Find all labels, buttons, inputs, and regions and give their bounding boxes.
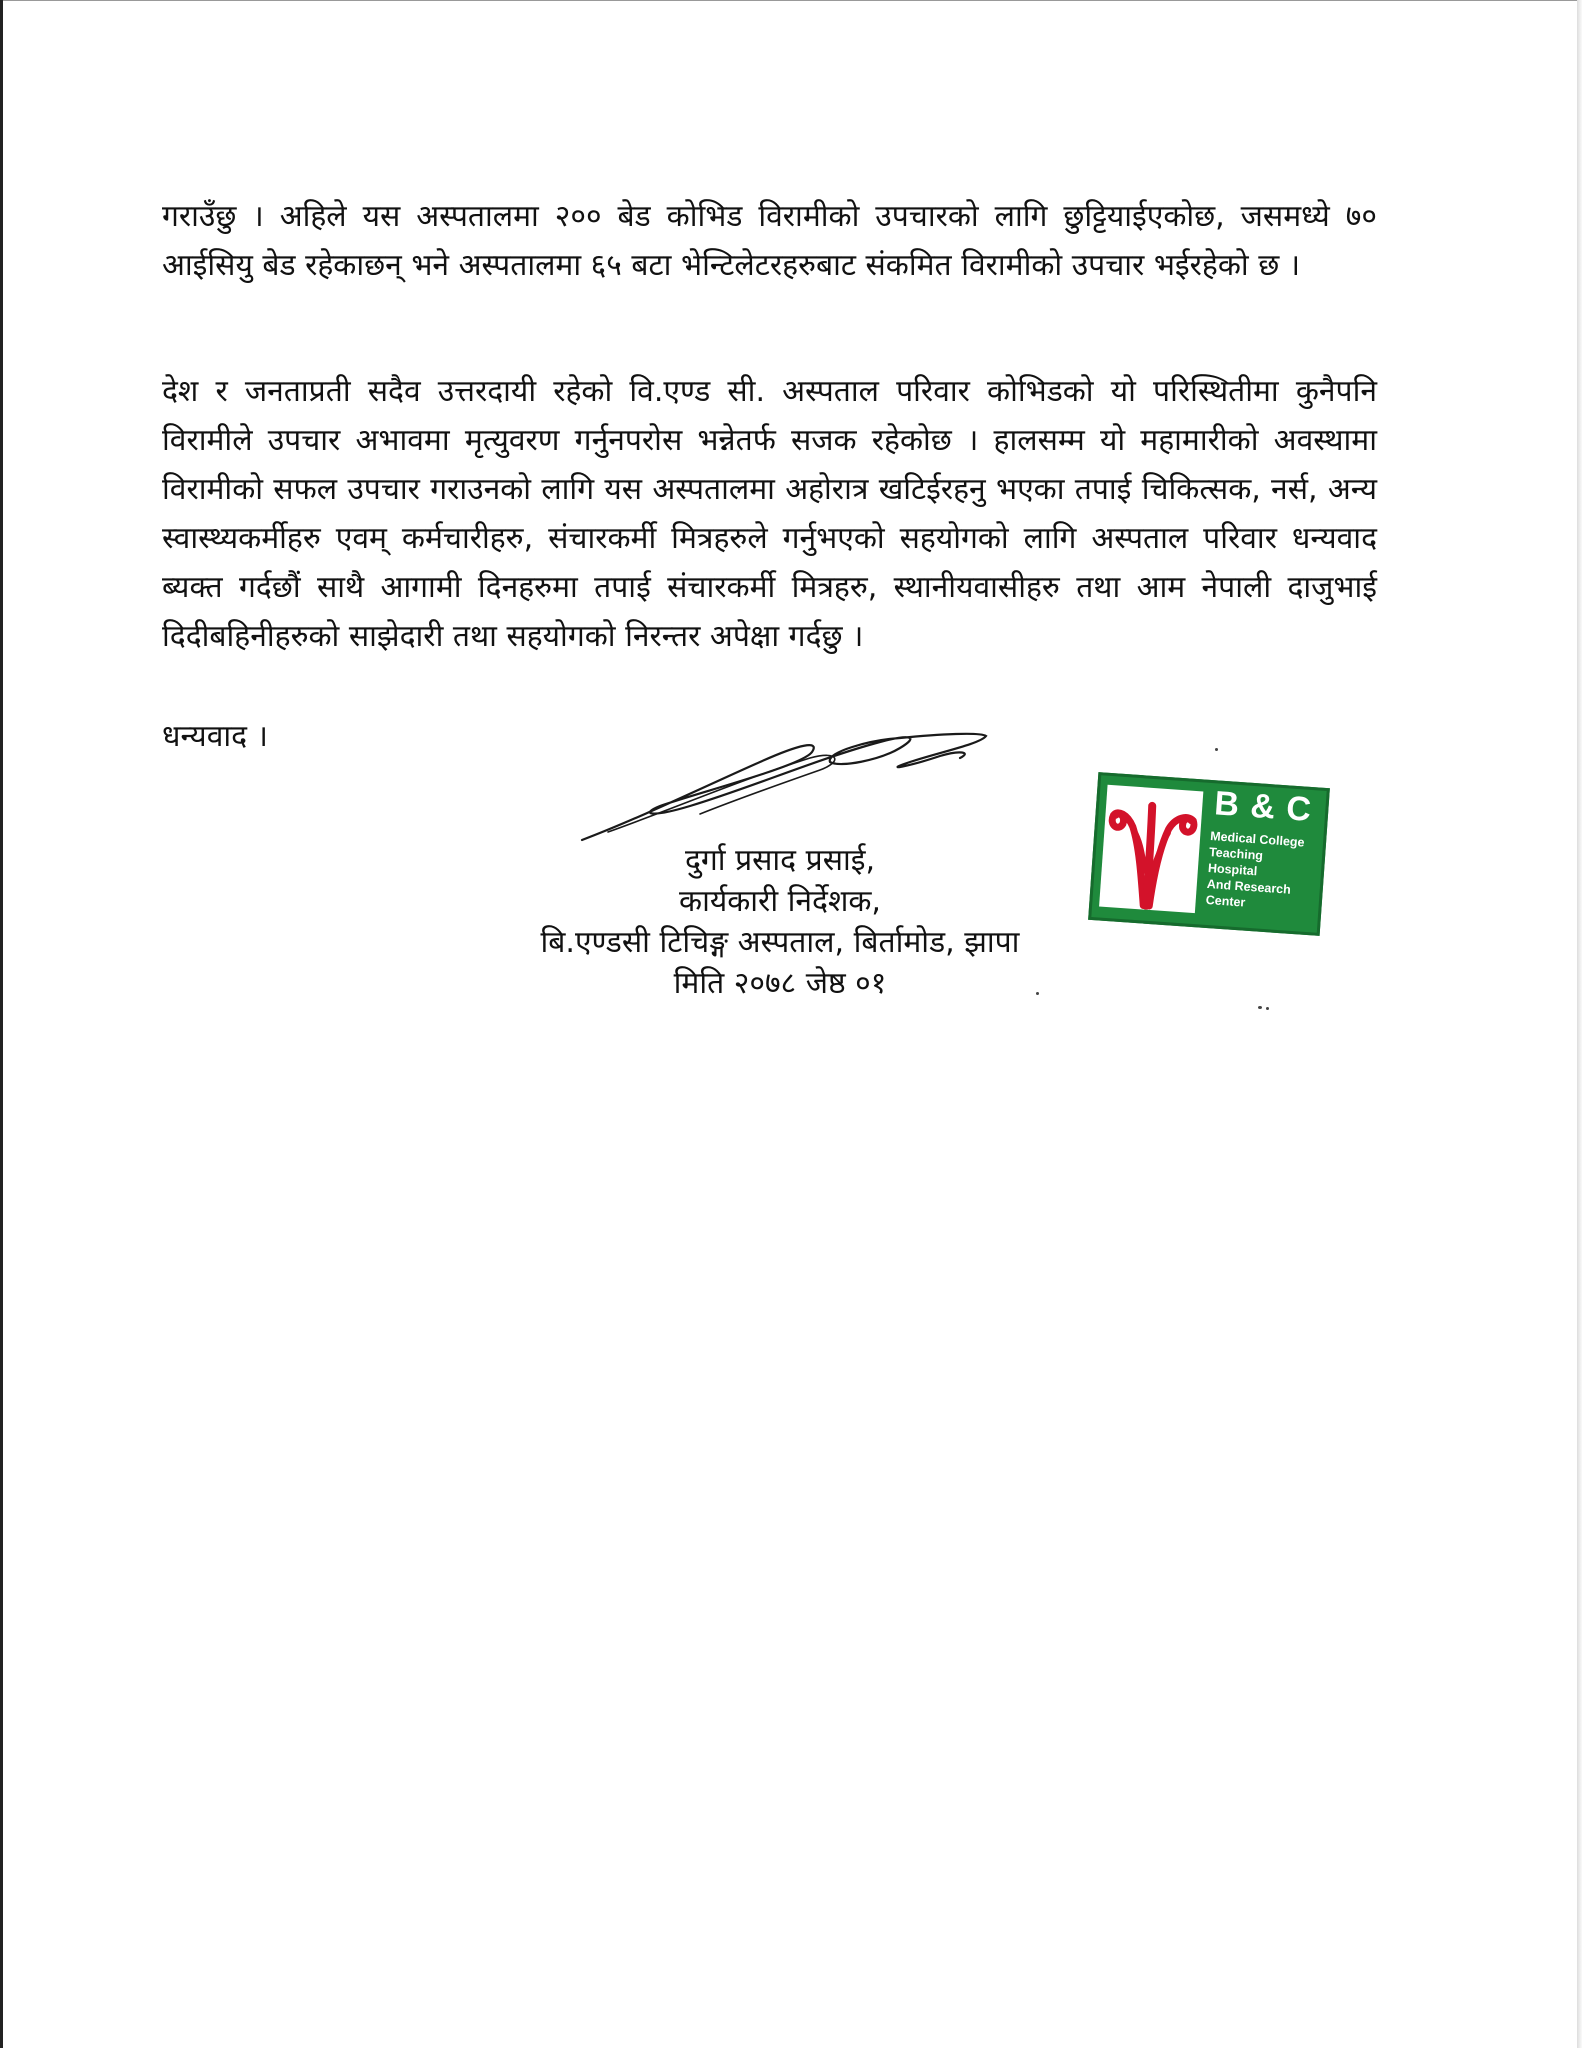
scan-speck (1258, 1006, 1262, 1009)
signatory-block (480, 840, 1080, 1004)
scan-edge-right (1577, 0, 1582, 2048)
signatory-designation: कार्यकारी निर्देशक, (679, 884, 881, 919)
signatory-name: दुर्गा प्रसाद प्रसाई, (684, 843, 876, 878)
scan-speck (1215, 748, 1218, 751)
stamp-line: Teaching (1208, 845, 1264, 863)
body-paragraph-1: गराउँछु । अहिले यस अस्पतालमा २०० बेड कोभिड विरामीको उपचारको लागि छुट्टियाईएकोछ, जसमध्ये ७० आईसियु बेड रहेकाछन् भने अस्पतालमा ६५ बटा भेन्टिलेटरहरुबाट संकमित विरामीको उपचार भईरहेको छ । (162, 199, 1377, 283)
stamp-subtitle (1205, 828, 1322, 916)
scan-speck (1036, 992, 1039, 995)
scan-speck (1266, 1007, 1269, 1010)
stamp-line: Medical College (1209, 829, 1305, 850)
hospital-stamp (1088, 772, 1330, 936)
stamp-line: Center (1205, 892, 1246, 910)
signatory-organization: बि.एण्डसी टिचिङ्ग अस्पताल, बिर्तामोड, झापा (540, 925, 1020, 960)
scan-edge-top (0, 0, 1582, 1)
stamp-title: B & C (1213, 784, 1314, 830)
handwritten-signature (580, 722, 990, 842)
body-paragraph-2: देश र जनताप्रती सदैव उत्तरदायी रहेको वि.एण्ड सी. अस्पताल परिवार कोभिडको यो परिस्थितीमा कुनैपनि विरामीले उपचार अभावमा मृत्युवरण गर्नुनपरोस भन्नेतर्फ सजक रहेकोछ । हालसम्म यो महामारीको अवस्थामा विरामीको सफल उपचार गराउनको लागि यस अस्पतालमा अहोरात्र खटिईरहनु भएका तपाई चिकित्सक, नर्स, अन्य स्वास्थ्यकर्मीहरु एवम् कर्मचारीहरु, संचारकर्मी मित्रहरुले गर्नुभएको सहयोगको लागि अस्पताल परिवार धन्यवाद ब्यक्त गर्दछौं साथै आगामी दिनहरुमा तपाई संचारकर्मी मित्रहरु, स्थानीयवासीहरु तथा आम नेपाली दाजुभाई दिदीबहिनीहरुको साझेदारी तथा सहयोगको निरन्तर अपेक्षा गर्दछु । (162, 374, 1377, 654)
letter-date: मिति २०७८ जेष्ठ ०१ (673, 966, 887, 1001)
closing-thanks: धन्यवाद । (162, 719, 268, 754)
hospital-emblem-icon (1099, 785, 1203, 913)
stamp-line: Hospital (1207, 860, 1258, 879)
stamp-line: And Research (1206, 876, 1292, 897)
stamp-emblem-panel (1099, 785, 1203, 913)
scan-edge-left (0, 0, 3, 2048)
